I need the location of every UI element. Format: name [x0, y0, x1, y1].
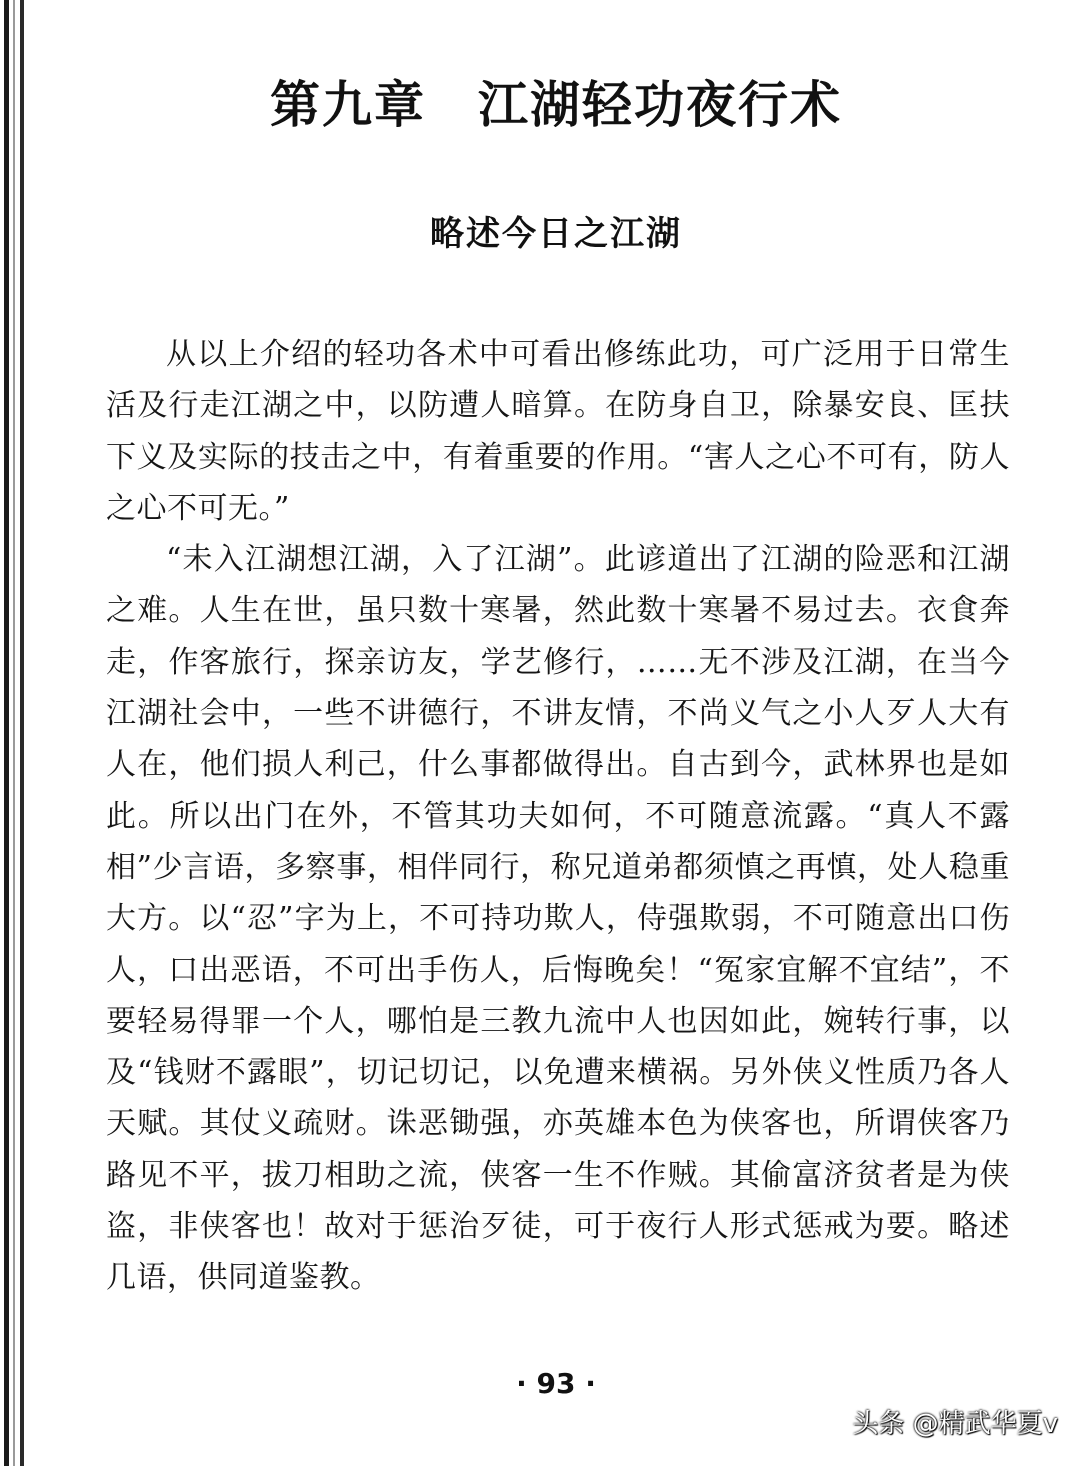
section-title: 略述今日之江湖 [430, 214, 682, 254]
scan-edge-line-outer [4, 0, 9, 1466]
paragraph-2: “未入江湖想江湖，入了江湖”。此谚道出了江湖的险恶和江湖之难。人生在世，虽只数十寒暑，然此数十寒暑不易过去。衣食奔走，作客旅行，探亲访友，学艺修行，……无不涉及江湖，在当今江湖社会中，一些不讲德行，不讲友情，不尚义气之小人歹人大有人在，他们损人利己，什么事都做得出。自古到今，武林界也是如此。所以出门在外，不管其功夫如何，不可随意流露。“真人不露相”少言语，多察事，相伴同行，称兄道弟都须慎之再慎，处人稳重大方。以“忍”字为上，不可持功欺人，侍强欺弱，不可随意出口伤人，口出恶语，不可出手伤人，后悔晚矣！“冤家宜解不宜结”，不要轻易得罪一个人，哪怕是三教九流中人也因如此，婉转行事，以及“钱财不露眼”，切记切记，以免遭来横祸。另外侠义性质乃各人天赋。其仗义疏财。诛恶锄强，亦英雄本色为侠客也，所谓侠客乃路见不平，拔刀相助之流，侠客一生不作贼。其偷富济贫者是为侠盗，非侠客也！故对于惩治歹徒，可于夜行人形式惩戒为要。略述几语，供同道鉴教。 [106, 542, 1010, 1296]
chapter-title: 第九章 江湖轻功夜行术 [270, 75, 842, 134]
scan-edge-line-inner [20, 0, 24, 1466]
page-number: · 93 · [516, 1367, 596, 1400]
body-text [106, 329, 1010, 1304]
book-page [100, 0, 1012, 1466]
watermark-label: 头条 @精武华夏v [852, 1409, 1058, 1439]
paragraph-1: 从以上介绍的轻功各术中可看出修练此功，可广泛用于日常生活及行走江湖之中，以防遭人暗算。在防身自卫，除暴安良、匡扶下义及实际的技击之中，有着重要的作用。“害人之心不可有，防人之心不可无。” [106, 337, 1010, 526]
scan-edge-border [0, 0, 34, 1466]
scan-edge-line-faint [13, 0, 15, 1466]
